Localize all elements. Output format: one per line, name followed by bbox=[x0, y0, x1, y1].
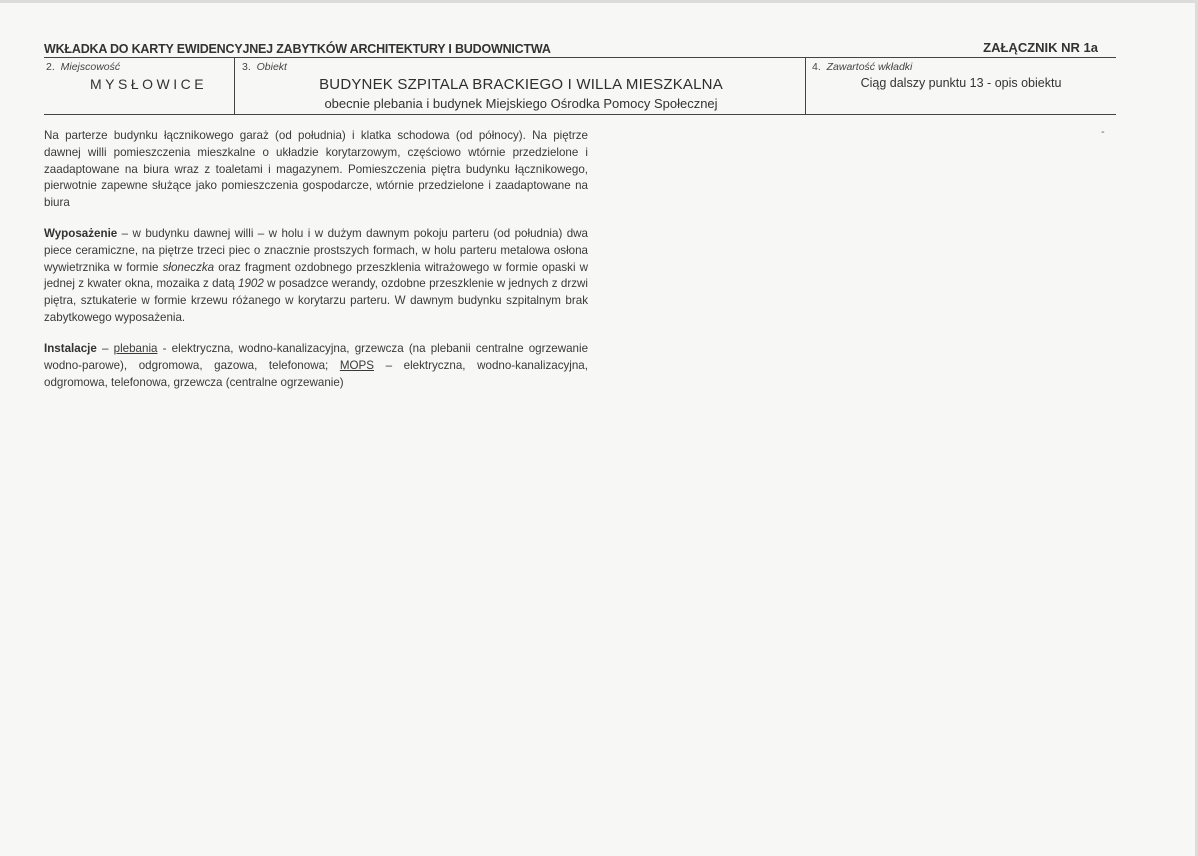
installations-text-1: - elektryczna, wodno-kanalizacyjna, grzewcza (na plebanii centralne ogrzewanie wodno-parowe), odgromowa, gazowa, telefonowa; bbox=[44, 342, 589, 372]
description-paragraph: Na parterze budynku łącznikowego garaż (od południa) i klatka schodowa (od północy). Na piętrze dawnej willi pomieszczenia mieszkalne o układzie korytarzowym, częściowo wtórnie przedzielone i zaadaptowane na biura wraz z toaletami i magazynem. Pomieszczenia piętra budynku łącznikowego, pierwotnie zapewne służące jako pomieszczenia gospodarcze, wtórnie przedzielone i zaadaptowane na biura bbox=[44, 129, 588, 210]
insert-content-value: Ciąg dalszy punktu 13 - opis obiektu bbox=[860, 76, 1062, 90]
installations-mops: MOPS bbox=[339, 358, 374, 372]
field-divider-1 bbox=[234, 57, 235, 114]
insert-content-label bbox=[812, 61, 912, 73]
equipment-italic-2: 1902 bbox=[238, 277, 264, 291]
installations-sep: – bbox=[96, 342, 114, 355]
locality-number: 2. bbox=[46, 61, 55, 73]
equipment-heading: Wyposażenie bbox=[44, 227, 118, 240]
installations-plebania: plebania bbox=[113, 342, 158, 355]
insert-content-number: 4. bbox=[812, 61, 821, 73]
locality-label bbox=[46, 61, 120, 73]
equipment-text-1: – w budynku dawnej willi – w holu i w dużym dawnym pokoju parteru (od południa) dwa piece ceramiczne, na piętrze trzeci piec o znacznie prostszych formach, w holu parteru metalowa osłona wywietrznika w formie bbox=[44, 227, 588, 274]
insert-content-label-text: Zawartość wkładki bbox=[826, 61, 913, 73]
locality-value: MYSŁOWICE bbox=[90, 76, 208, 92]
annex-label: ZAŁĄCZNIK NR 1a bbox=[983, 40, 1098, 55]
object-label bbox=[242, 61, 287, 73]
installations-text-2: – elektryczna, wodno-kanalizacyjna, odgromowa, telefonowa, grzewcza (centralne ogrzewanie) bbox=[44, 358, 588, 389]
object-label-text: Obiekt bbox=[256, 61, 287, 73]
margin-mark: - bbox=[1101, 126, 1105, 138]
form-title: WKŁADKA DO KARTY EWIDENCYJNEJ ZABYTKÓW ARCHITEKTURY I BUDOWNICTWA bbox=[44, 42, 551, 56]
equipment-text-2: oraz fragment ozdobnego przeszklenia witrażowego w formie opaski w jednej z kwater okna, mozaika z datą bbox=[44, 260, 588, 291]
equipment-text-3: w posadzce werandy, ozdobne przeszklenie w jednych z drzwi piętra, sztukaterie w formie krzewu różanego w korytarzu parteru. W dawnym budynku szpitalnym brak zabytkowego wyposażenia. bbox=[44, 277, 588, 324]
object-title: BUDYNEK SZPITALA BRACKIEGO I WILLA MIESZKALNA bbox=[319, 76, 723, 93]
installations-paragraph bbox=[44, 341, 588, 391]
equipment-paragraph bbox=[44, 226, 588, 327]
header-rule bbox=[44, 57, 1116, 58]
object-number: 3. bbox=[242, 61, 251, 73]
locality-label-text: Miejscowość bbox=[60, 61, 121, 73]
fields-bottom-rule bbox=[44, 114, 1116, 115]
object-subtitle: obecnie plebania i budynek Miejskiego Ośrodka Pomocy Społecznej bbox=[324, 96, 718, 111]
installations-heading: Instalacje bbox=[44, 342, 97, 355]
equipment-italic-1: słoneczka bbox=[162, 260, 215, 274]
page-edge-top bbox=[0, 0, 1198, 3]
